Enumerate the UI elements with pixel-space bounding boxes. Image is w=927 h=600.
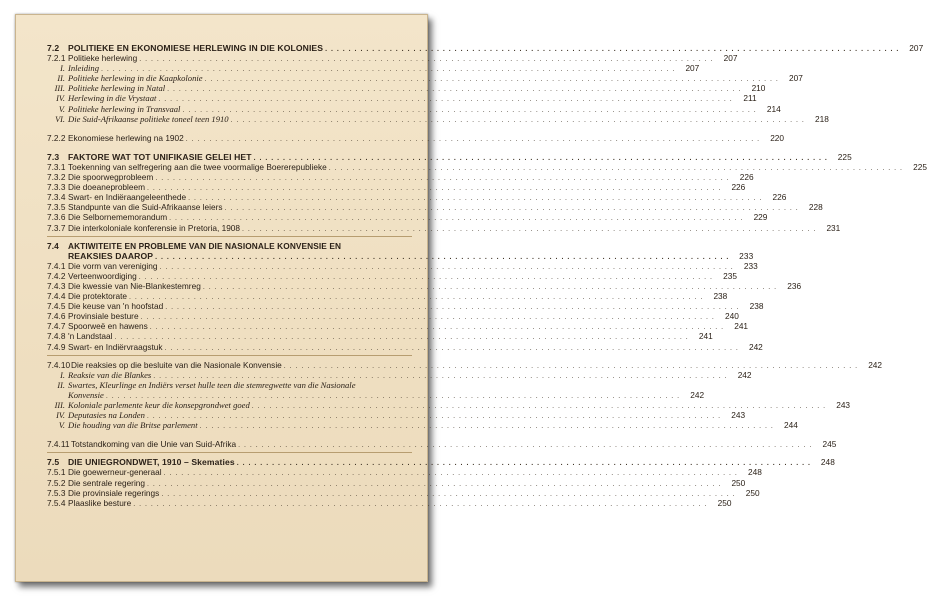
- toc-entry: [47, 280, 802, 291]
- toc-entry: [47, 497, 732, 508]
- toc-page-number: 244: [784, 420, 798, 431]
- toc-number: 7.4.4: [47, 291, 66, 302]
- table-of-contents: [47, 43, 927, 508]
- toc-page-number: 229: [753, 212, 768, 223]
- toc-roman-entry: [47, 83, 766, 94]
- dot-leader: [161, 490, 735, 500]
- toc-title: Herlewing in die Vrystaat: [68, 93, 157, 104]
- toc-number: 7.3.1: [47, 161, 66, 172]
- toc-page-number: 214: [766, 103, 781, 114]
- dot-leader: [165, 344, 739, 354]
- toc-title: Swart- en Indiëraangeleenthede: [68, 192, 187, 203]
- toc-page-number: 243: [836, 400, 851, 410]
- toc-roman-number: IV.: [56, 94, 65, 104]
- toc-number: 7.2.1: [47, 53, 66, 64]
- toc-page-number: 243: [731, 410, 746, 421]
- toc-title: Die sentrale regering: [68, 477, 146, 488]
- toc-roman-entry: [47, 400, 851, 410]
- dot-leader: [150, 323, 724, 333]
- toc-title: Die goewerneur-generaal: [68, 467, 162, 478]
- dot-leader: [169, 214, 743, 224]
- toc-number: 7.3.2: [47, 172, 66, 183]
- toc-page-number: 241: [734, 321, 749, 332]
- toc-title: Provinsiale besture: [68, 311, 139, 322]
- toc-number: 7.4: [47, 240, 59, 251]
- toc-title: Die houding van die Britse parlement: [68, 420, 198, 431]
- toc-page-number: 207: [789, 73, 803, 84]
- toc-entry: [47, 182, 746, 193]
- toc-page-number: 245: [822, 439, 837, 450]
- toc-roman-entry-cont: [47, 389, 705, 400]
- dot-leader: [329, 164, 903, 174]
- dot-leader: [115, 333, 689, 343]
- toc-title: Die interkoloniale konferensie in Pretoria, 1908: [68, 222, 241, 233]
- toc-entry: [47, 487, 760, 498]
- toc-roman-entry: [47, 103, 781, 114]
- dot-leader: [147, 480, 721, 490]
- dot-leader: [141, 313, 715, 323]
- toc-number: 7.4.6: [47, 311, 66, 322]
- toc-title: 'n Landstaal: [68, 331, 113, 342]
- toc-entry: [47, 291, 728, 302]
- dot-leader: [158, 95, 732, 105]
- toc-title: Standpunte van die Suid-Afrikaanse leiers: [68, 202, 223, 213]
- dot-leader: [237, 459, 811, 469]
- toc-page-number: 211: [743, 93, 757, 104]
- toc-roman-number: I.: [60, 64, 65, 74]
- dot-leader: [188, 194, 762, 204]
- toc-roman-entry: [47, 420, 798, 431]
- toc-number: 7.3.7: [47, 222, 66, 233]
- divider: [47, 355, 412, 356]
- dot-leader: [203, 283, 777, 293]
- toc-number: 7.5.2: [47, 477, 66, 488]
- toc-title-line2: Konvensie: [68, 389, 104, 400]
- dot-leader: [238, 441, 812, 451]
- dot-leader: [155, 174, 729, 184]
- toc-page-number: 248: [820, 457, 835, 468]
- toc-roman-number: II.: [57, 380, 65, 390]
- dot-leader: [129, 293, 703, 303]
- toc-title: Die protektorate: [68, 291, 128, 302]
- toc-roman-entry: [47, 410, 746, 421]
- toc-roman-entry: [47, 369, 752, 380]
- toc-entry: [47, 161, 927, 172]
- toc-roman-number: I.: [60, 370, 65, 380]
- toc-title: DIE UNIEGRONDWET, 1910 – Skematies: [68, 457, 235, 468]
- toc-entry: [47, 192, 787, 203]
- toc-entry: [47, 321, 749, 332]
- dot-leader: [155, 253, 729, 263]
- toc-number: 7.3.4: [47, 192, 66, 203]
- toc-page-number: 207: [723, 53, 738, 64]
- toc-title: Politieke herlewing in die Kaapkolonie: [68, 73, 203, 84]
- dot-leader: [182, 106, 756, 116]
- toc-page-number: 233: [743, 260, 758, 271]
- toc-page-number: 250: [731, 477, 746, 488]
- toc-title: Die reaksies op die besluite van die Nasionale Konvensie: [71, 359, 282, 370]
- toc-number: 7.5.3: [47, 487, 66, 498]
- toc-roman-number: VI.: [55, 114, 65, 124]
- dot-leader: [325, 45, 899, 55]
- toc-page-number: 250: [745, 487, 760, 498]
- toc-entry-7-4-10: [47, 359, 883, 370]
- dot-leader: [164, 469, 738, 479]
- dot-leader: [167, 85, 741, 95]
- toc-number: 7.4.3: [47, 280, 66, 291]
- toc-page-number: 240: [724, 311, 739, 322]
- toc-title: Die Selbornememorandum: [68, 212, 168, 223]
- toc-number: 7.4.2: [47, 270, 66, 281]
- toc-entry: [47, 311, 739, 322]
- toc-page-number: 231: [826, 222, 841, 233]
- toc-title: Die Suid-Afrikaanse politieke toneel teen 1910: [68, 113, 229, 124]
- dot-leader: [225, 204, 799, 214]
- toc-title: Politieke herlewing in Transvaal: [68, 103, 181, 114]
- toc-title: Plaaslike besture: [68, 497, 132, 508]
- book-page: [15, 14, 927, 582]
- toc-page-number: 225: [913, 161, 927, 172]
- toc-title: Ekonomiese herlewing na 1902: [68, 132, 184, 143]
- toc-title: FAKTORE WAT TOT UNIFIKASIE GELEI HET: [68, 151, 252, 162]
- toc-number: 7.4.11: [47, 439, 70, 450]
- toc-heading-7-4: [47, 241, 412, 251]
- toc-number: 7.5: [47, 457, 60, 468]
- toc-number: 7.4.10: [47, 359, 71, 370]
- toc-page-number: 226: [739, 172, 754, 183]
- toc-entry: [47, 172, 754, 183]
- dot-leader: [147, 184, 721, 194]
- toc-number: 7.2: [47, 43, 60, 53]
- divider: [47, 236, 412, 237]
- toc-entry: [47, 467, 762, 478]
- toc-roman-number: IV.: [56, 411, 65, 421]
- dot-leader: [186, 135, 760, 145]
- toc-page-number: 210: [751, 83, 766, 94]
- toc-page-number: 242: [690, 389, 705, 400]
- toc-number: 7.3.6: [47, 212, 66, 223]
- toc-page-number: 242: [737, 369, 752, 380]
- toc-entry-7-2-2: [47, 132, 785, 143]
- toc-page-number: 250: [717, 497, 732, 508]
- toc-page-number: 242: [868, 359, 883, 370]
- toc-heading-7-2: [47, 43, 924, 53]
- toc-roman-number: III.: [54, 401, 65, 410]
- dot-leader: [205, 75, 779, 85]
- toc-number: 7.3.5: [47, 202, 66, 213]
- toc-title: Politieke herlewing: [68, 53, 138, 64]
- dot-leader: [242, 225, 816, 235]
- toc-page-number: 225: [837, 151, 852, 162]
- toc-page-number: 207: [909, 43, 924, 53]
- toc-title: Swart- en Indiërvraagstuk: [68, 341, 163, 352]
- dot-leader: [133, 500, 707, 510]
- toc-title: Die spoorwegprobleem: [68, 172, 154, 183]
- toc-title-line1: AKTIWITEITE EN PROBLEME VAN DIE NASIONALE KONVENSIE EN: [68, 240, 342, 251]
- toc-page-number: 233: [739, 250, 754, 261]
- toc-page-number: 238: [749, 301, 764, 312]
- toc-entry: [47, 222, 841, 233]
- toc-heading-7-3: [47, 151, 852, 162]
- toc-number: 7.4.1: [47, 260, 66, 271]
- toc-page-number: 228: [808, 202, 823, 213]
- toc-number: 7.4.7: [47, 321, 66, 332]
- toc-title: Die provinsiale regerings: [68, 487, 160, 498]
- toc-title-line2: REAKSIES DAAROP: [68, 250, 154, 261]
- toc-page-number: 235: [723, 270, 737, 281]
- toc-number: 7.4.5: [47, 301, 66, 312]
- toc-title: Die keuse van 'n hoofstad: [68, 301, 164, 312]
- toc-entry-7-4-11: [47, 439, 837, 450]
- toc-number: 7.4.8: [47, 331, 66, 342]
- toc-page-number: 226: [772, 192, 787, 203]
- toc-number: 7.3: [47, 151, 60, 162]
- toc-title: Politieke herlewing in Natal: [68, 83, 166, 94]
- toc-number: 7.5.4: [47, 497, 66, 508]
- toc-title: Inleiding: [68, 63, 100, 74]
- toc-roman-number: II.: [57, 74, 65, 84]
- toc-number: 7.5.1: [47, 467, 66, 478]
- toc-roman-entry: [47, 73, 803, 84]
- toc-entry: [47, 270, 737, 281]
- toc-entry: [47, 341, 763, 352]
- divider: [47, 452, 412, 453]
- toc-roman-number: V.: [58, 104, 65, 114]
- toc-roman-entry: [47, 63, 700, 74]
- toc-page-number: 226: [731, 182, 746, 193]
- dot-leader: [254, 154, 828, 164]
- dot-leader: [159, 263, 733, 273]
- toc-roman-entry: [47, 93, 757, 104]
- toc-entry: [47, 331, 713, 342]
- toc-entry: [47, 260, 758, 271]
- toc-title: Die kwessie van Nie-Blankestemreg: [68, 280, 201, 291]
- toc-number: 7.2.2: [47, 132, 66, 143]
- dot-leader: [147, 412, 721, 422]
- dot-leader: [284, 362, 858, 372]
- toc-heading-7-5: [47, 457, 835, 468]
- toc-entry-7-2-1: [47, 53, 738, 64]
- toc-entry: [47, 212, 768, 223]
- toc-page-number: 236: [787, 280, 802, 291]
- toc-entry: [47, 477, 746, 488]
- toc-page-number: 220: [770, 132, 785, 143]
- toc-title: Reaksie van die Blankes: [68, 369, 152, 380]
- toc-page-number: 242: [748, 341, 763, 352]
- dot-leader: [200, 422, 774, 432]
- toc-title: Die vorm van vereniging: [68, 260, 158, 271]
- toc-title-line1: Swartes, Kleurlinge en Indiërs verset hulle teen die stemregwette van die Nasionale: [68, 379, 356, 390]
- toc-page-number: 207: [685, 63, 700, 74]
- toc-number: 7.4.9: [47, 341, 66, 352]
- toc-entry: [47, 202, 823, 213]
- toc-title: Die doeaneprobleem: [68, 182, 146, 193]
- toc-title: Verteenwoordiging: [68, 270, 137, 281]
- toc-entry: [47, 301, 764, 312]
- toc-page-number: 241: [698, 331, 713, 342]
- dot-leader: [139, 273, 713, 283]
- toc-page-number: 218: [815, 113, 829, 124]
- toc-title: Toekenning van selfregering aan die twee voormalige Boererepublieke: [68, 161, 327, 172]
- toc-title: Totstandkoming van die Unie van Suid-Afrika: [71, 439, 237, 450]
- dot-leader: [165, 303, 739, 313]
- toc-number: 7.3.3: [47, 182, 66, 193]
- toc-title: POLITIEKE EN EKONOMIESE HERLEWING IN DIE KOLONIES: [68, 43, 324, 53]
- toc-page-number: 238: [713, 291, 728, 302]
- toc-title: Deputasies na Londen: [68, 410, 145, 421]
- dot-leader: [139, 55, 713, 65]
- toc-page-number: 248: [748, 467, 762, 478]
- toc-roman-number: III.: [54, 84, 65, 94]
- toc-title: Spoorweë en hawens: [68, 321, 148, 332]
- dot-leader: [231, 116, 805, 126]
- toc-heading-7-4-cont: [47, 250, 754, 261]
- toc-roman-number: V.: [58, 421, 65, 431]
- toc-title: Koloniale parlemente keur die konsepgrondwet goed: [68, 400, 250, 410]
